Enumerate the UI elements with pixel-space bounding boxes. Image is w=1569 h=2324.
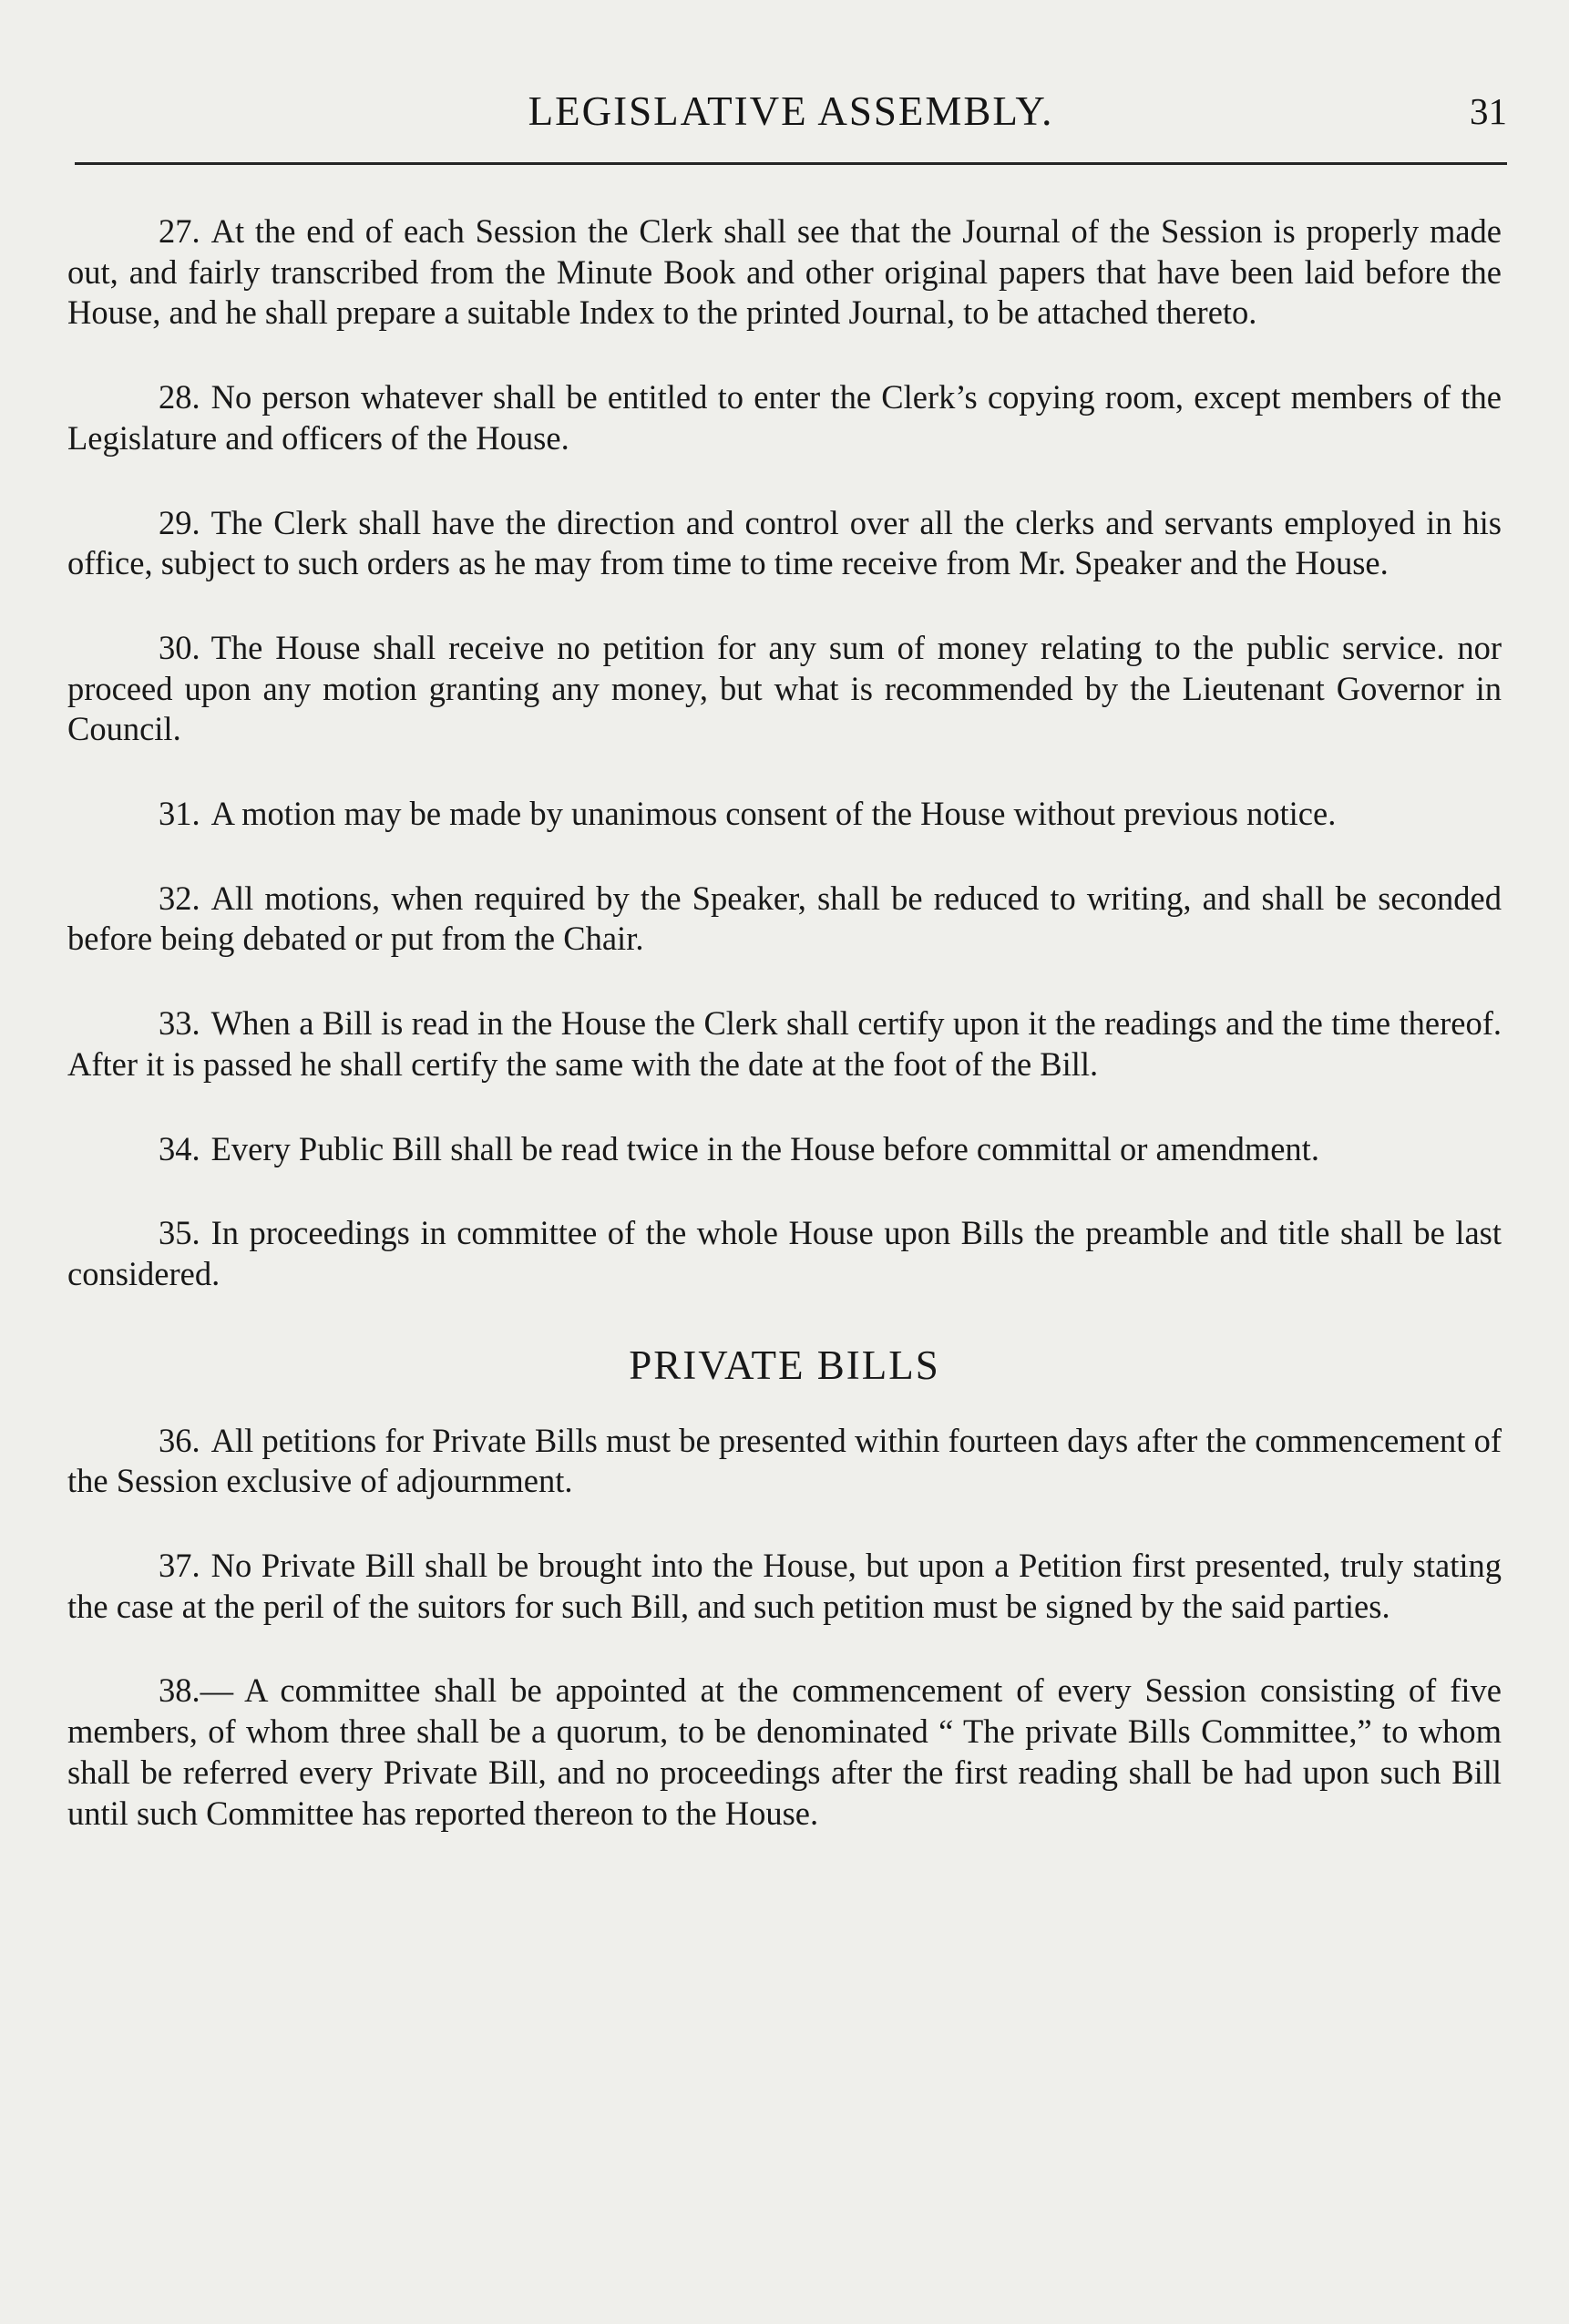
rule-paragraph <box>67 628 1502 750</box>
rule-number: 38.— <box>159 1671 234 1710</box>
rule-33 <box>67 1003 1502 1085</box>
rule-paragraph <box>67 211 1502 334</box>
rule-number: 35. <box>159 1214 200 1252</box>
rule-paragraph <box>67 1546 1502 1627</box>
rule-number: 29. <box>159 503 200 541</box>
rule-body: All motions, when required by the Speaker, shall be reduced to writing, and shall be seconded before being debated or put from the Chair. <box>67 879 1502 958</box>
rule-number: 31. <box>159 795 200 833</box>
rule-body: No Private Bill shall be brought into the House, but upon a Petition first presented, truly stating the case at the peril of the suitors for such Bill, and such petition must be signed by the said parties. <box>67 1547 1502 1625</box>
rule-body: No person whatever shall be entitled to enter the Clerk’s copying room, except members of the Legislature and officers of the House. <box>67 378 1502 457</box>
rule-34 <box>67 1129 1502 1170</box>
rule-number: 34. <box>159 1129 200 1167</box>
rule-30 <box>67 628 1502 750</box>
rule-body: At the end of each Session the Clerk shall see that the Journal of the Session is properly made out, and fairly transcribed from the Minute Book and other original papers that have been laid before the House, and he shall prepare a suitable Index to the printed Journal, to be attached thereto. <box>67 212 1502 332</box>
rule-number: 28. <box>159 378 200 416</box>
rule-number: 30. <box>159 628 200 666</box>
rule-31 <box>67 794 1502 835</box>
rule-number: 27. <box>159 212 200 250</box>
rule-body: All petitions for Private Bills must be presented within fourteen days after the commencement of the Session exclusive of adjournment. <box>67 1421 1502 1500</box>
rule-paragraph <box>67 1213 1502 1294</box>
rule-paragraph <box>67 879 1502 960</box>
rule-paragraph <box>67 377 1502 458</box>
rule-29 <box>67 503 1502 584</box>
rule-number: 36. <box>159 1421 200 1459</box>
rule-paragraph <box>67 1421 1502 1502</box>
page-title: LEGISLATIVE ASSEMBLY. <box>528 88 1054 134</box>
rule-paragraph <box>67 794 1502 835</box>
rule-body: A motion may be made by unanimous consent of the House without previous notice. <box>210 795 1337 833</box>
rule-28 <box>67 377 1502 458</box>
rule-body: In proceedings in committee of the whole House upon Bills the preamble and title shall be last considered. <box>67 1214 1502 1292</box>
rule-number: 33. <box>159 1004 200 1043</box>
rule-37 <box>67 1546 1502 1627</box>
rule-paragraph <box>67 1671 1502 1834</box>
rule-body: Every Public Bill shall be read twice in the House before committal or amendment. <box>210 1129 1319 1167</box>
rule-35 <box>67 1213 1502 1294</box>
rule-body: The Clerk shall have the direction and control over all the clerks and servants employed in his office, subject to such orders as he may from time to time receive from Mr. Speaker and the House. <box>67 503 1502 582</box>
rule-32 <box>67 879 1502 960</box>
header-divider <box>75 162 1507 165</box>
rule-27 <box>67 211 1502 334</box>
private-bills-heading: PRIVATE BILLS <box>629 1342 940 1388</box>
rule-body: When a Bill is read in the House the Clerk shall certify upon it the readings and the time thereof. After it is passed he shall certify the same with the date at the foot of the Bill. <box>67 1004 1502 1083</box>
rule-38 <box>67 1671 1502 1834</box>
running-header <box>75 84 1507 139</box>
rule-body: A committee shall be appointed at the commencement of every Session consisting of five members, of whom three shall be a quorum, to be denominated “ The private Bills Committee,” to whom shall be referred every Private Bill, and no proceedings after the first reading shall be had upon such Bill until such Committee has reported thereon to the House. <box>67 1671 1502 1832</box>
rule-body: The House shall receive no petition for any sum of money relating to the public service. nor proceed upon any motion granting any money, but what is recommended by the Lieutenant Governor in Council. <box>67 628 1502 748</box>
rule-36 <box>67 1421 1502 1502</box>
rule-paragraph <box>67 1129 1502 1170</box>
rule-paragraph <box>67 503 1502 584</box>
page-number: 31 <box>1470 90 1507 132</box>
rule-paragraph <box>67 1003 1502 1085</box>
rule-number: 32. <box>159 879 200 917</box>
rule-number: 37. <box>159 1547 200 1585</box>
standing-orders-text <box>67 211 1502 1877</box>
